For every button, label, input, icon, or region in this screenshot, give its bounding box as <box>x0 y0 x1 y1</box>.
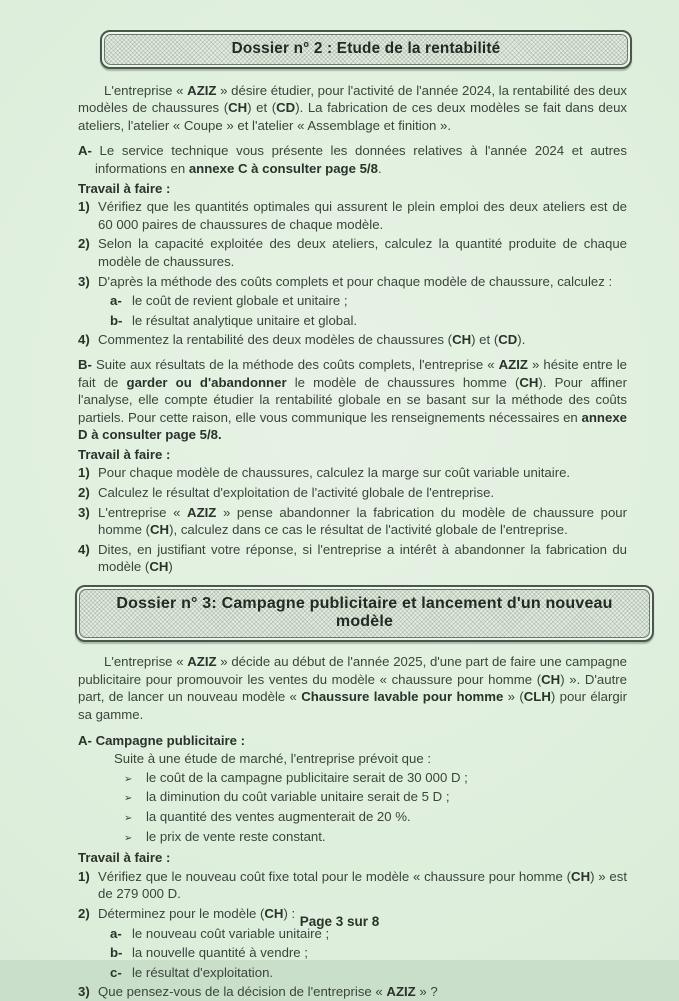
text-run: Vérifiez que les quantités optimales qui assurent le plein emploi des deux ateliers est de 60 000 paires de chaussures de chaque modèle. <box>98 199 627 232</box>
task-text <box>132 964 627 982</box>
text-run: Vérifiez que le nouveau coût fixe total pour le modèle « chaussure pour homme ( <box>98 868 572 884</box>
task-text <box>98 235 627 270</box>
task-marker: c- <box>110 964 122 980</box>
task-subitem <box>110 944 627 962</box>
text-run: Suite aux résultats de la méthode des coûts complets, l'entreprise « <box>91 356 499 372</box>
text-run: AZIZ <box>187 82 217 98</box>
task-text <box>132 292 627 310</box>
task-marker: 3) <box>78 984 90 1000</box>
text-run: Déterminez pour le modèle ( <box>98 905 265 921</box>
text-run: » pense abandonner la fabrication du modèle de chaussure pour homme ( <box>98 504 628 538</box>
text-run: AZIZ <box>386 984 416 1000</box>
text-run: ). Pour affiner l'analyse, elle compte étudier la rentabilité globale en se basant sur la méthode des coûts partiels. Pour cette raison, elle vous communique les renseignements nécessaires en <box>78 374 627 425</box>
task-item <box>78 541 627 576</box>
bullet-text: la quantité des ventes augmenterait de 20 %. <box>146 808 411 824</box>
arrow-bullet-icon: ➢ <box>124 773 133 785</box>
text-run: » ( <box>503 689 524 705</box>
task-marker: b- <box>110 945 123 961</box>
task-text <box>98 273 627 291</box>
note-a-paragraph <box>78 142 627 177</box>
text-run: CH <box>264 905 284 921</box>
text-run: Calculez le résultat d'exploitation de l'activité globale de l'entreprise. <box>98 485 495 501</box>
text-run: Pour chaque modèle de chaussures, calculez la marge sur coût variable unitaire. <box>98 465 571 481</box>
task-text <box>98 868 627 903</box>
task-marker: 3) <box>78 273 90 289</box>
dossier-2-header-box <box>100 30 632 69</box>
text-run: L'entreprise « <box>104 82 188 98</box>
bullet-text: le coût de la campagne publicitaire serait de 30 000 D ; <box>146 769 468 785</box>
task-item <box>78 484 627 502</box>
text-run: ) : <box>283 905 296 921</box>
text-run: Commentez la rentabilité des deux modèles de chaussures ( <box>98 332 453 348</box>
text-run: L'entreprise « <box>98 504 188 520</box>
text-run: » hésite entre le fait de <box>78 356 627 390</box>
task-item <box>78 198 627 233</box>
text-run: CH <box>149 559 169 575</box>
task-item <box>78 504 627 539</box>
text-run: ), calculez dans ce cas le résultat de l'activité globale de l'entreprise. <box>169 522 568 538</box>
campaign-heading: A- Campagne publicitaire : <box>78 732 246 748</box>
dossier-3-header-box <box>75 585 654 642</box>
dossier-2-intro-paragraph <box>78 82 627 135</box>
text-run: garder ou d'abandonner <box>126 374 287 390</box>
text-run: la nouvelle quantité à vendre ; <box>132 945 308 961</box>
task-marker: 2) <box>78 236 90 252</box>
task-item <box>78 235 627 270</box>
text-run: ) pour élargir sa gamme. <box>78 689 627 722</box>
text-run: CH <box>541 671 561 687</box>
text-run: CH <box>571 868 591 884</box>
text-run: annexe C à consulter page 5/8 <box>188 160 378 176</box>
text-run: le coût de revient globale et unitaire ; <box>132 293 348 309</box>
task-text <box>98 464 627 482</box>
text-run: annexe D à consulter page 5/8. <box>78 409 627 443</box>
text-run: AZIZ <box>498 356 528 372</box>
bullet-item <box>124 789 627 808</box>
task-text <box>98 504 627 539</box>
text-run: CD <box>276 100 296 116</box>
arrow-bullet-icon: ➢ <box>124 793 133 805</box>
text-run: ). La fabrication de ces deux modèles se fait dans deux ateliers, l'atelier « Coupe » et l'atelier « Assemblage et finition ». <box>78 100 627 133</box>
text-run: le résultat d'exploitation. <box>132 964 274 980</box>
note-b-paragraph <box>78 356 627 444</box>
task-marker: 4) <box>78 541 90 557</box>
task-text <box>98 541 627 576</box>
text-run: ) <box>168 559 173 575</box>
campaign-lead: Suite à une étude de marché, l'entreprise prévoit que : <box>114 751 432 767</box>
text-run: » décide au début de l'année 2025, d'une part de faire une campagne publicitaire pour promouvoir les ventes du modèle « chaussure pour homme ( <box>78 654 628 687</box>
task-marker: b- <box>110 312 123 328</box>
text-run: le modèle de chaussures homme ( <box>286 374 520 390</box>
arrow-bullet-icon: ➢ <box>124 812 133 824</box>
text-run: CH <box>228 100 248 116</box>
page-number: Page 3 sur 8 <box>299 914 380 929</box>
text-run: L'entreprise « <box>104 654 188 670</box>
text-run: ). <box>517 332 526 348</box>
task-marker: 4) <box>78 332 90 348</box>
bullet-text: le prix de vente reste constant. <box>146 828 326 844</box>
text-run: Le service technique vous présente les données relatives à l'année 2024 et autres informations en <box>91 143 627 176</box>
task-item <box>78 331 627 349</box>
text-run: CD <box>498 332 518 348</box>
bullet-item <box>124 829 627 848</box>
task-text <box>98 331 627 349</box>
task-marker: 3) <box>78 504 90 520</box>
task-marker: a- <box>110 925 122 941</box>
text-run: CLH <box>523 689 551 705</box>
text-run: Chaussure lavable pour homme <box>301 689 504 705</box>
text-run: ) et ( <box>471 332 499 348</box>
text-run: Que pensez-vous de la décision de l'entreprise « <box>98 984 387 1000</box>
text-run: AZIZ <box>187 654 217 670</box>
bullet-item <box>124 809 627 828</box>
work-heading: Travail à faire : <box>78 446 171 462</box>
task-marker: 1) <box>78 199 90 215</box>
text-run: le résultat analytique unitaire et global. <box>132 312 358 328</box>
text-run: ) et ( <box>247 100 277 116</box>
task-item <box>78 273 627 291</box>
task-marker: 2) <box>78 485 90 501</box>
dossier-2-title: Dossier n° 2 : Etude de la rentabilité <box>104 34 628 65</box>
bullet-text: la diminution du coût variable unitaire serait de 5 D ; <box>146 789 450 805</box>
bullet-item <box>124 770 627 789</box>
dossier-3-intro-paragraph <box>78 653 627 723</box>
task-item <box>78 868 627 903</box>
text-run: ) ». D'autre part, de lancer un nouveau modèle « <box>78 671 627 705</box>
work-heading: Travail à faire : <box>78 850 171 866</box>
text-run: ) » est de 279 000 D. <box>98 868 627 902</box>
task-subitem <box>110 312 627 330</box>
task-text <box>98 983 627 1001</box>
task-item <box>78 983 627 1001</box>
task-marker: 2) <box>78 905 90 921</box>
text-run: CH <box>150 522 170 538</box>
task-item <box>78 464 627 482</box>
task-marker: a- <box>110 293 122 309</box>
arrow-bullet-icon: ➢ <box>124 832 133 844</box>
text-run: CH <box>519 374 539 390</box>
task-text <box>98 198 627 233</box>
text-run: Dites, en justifiant votre réponse, si l'entreprise a intérêt à abandonner la fabrication du modèle ( <box>98 541 627 575</box>
task-marker: 1) <box>78 868 90 884</box>
text-run: » ? <box>415 984 438 1000</box>
text-run: . <box>377 160 382 176</box>
task-text <box>132 944 627 962</box>
work-heading: Travail à faire : <box>78 180 171 196</box>
text-run: CH <box>452 332 472 348</box>
task-marker: 1) <box>78 465 90 481</box>
text-run: D'après la méthode des coûts complets et pour chaque modèle de chaussure, calculez : <box>98 273 613 289</box>
note-b-marker: B- <box>78 356 92 372</box>
note-a-marker: A- <box>78 143 92 159</box>
text-run: AZIZ <box>187 504 217 520</box>
task-subitem <box>110 292 627 310</box>
text-run: » désire étudier, pour l'activité de l'année 2024, la rentabilité des deux modèles de chaussures ( <box>78 82 627 116</box>
dossier-3-title: Dossier n° 3: Campagne publicitaire et lancement d'un nouveau modèle <box>79 589 650 638</box>
task-text <box>132 312 627 330</box>
task-subitem <box>110 964 627 982</box>
task-text <box>98 484 627 502</box>
text-run: Selon la capacité exploitée des deux ateliers, calculez la quantité produite de chaque modèle de chaussures. <box>98 236 627 269</box>
text-run: le nouveau coût variable unitaire ; <box>132 925 330 941</box>
